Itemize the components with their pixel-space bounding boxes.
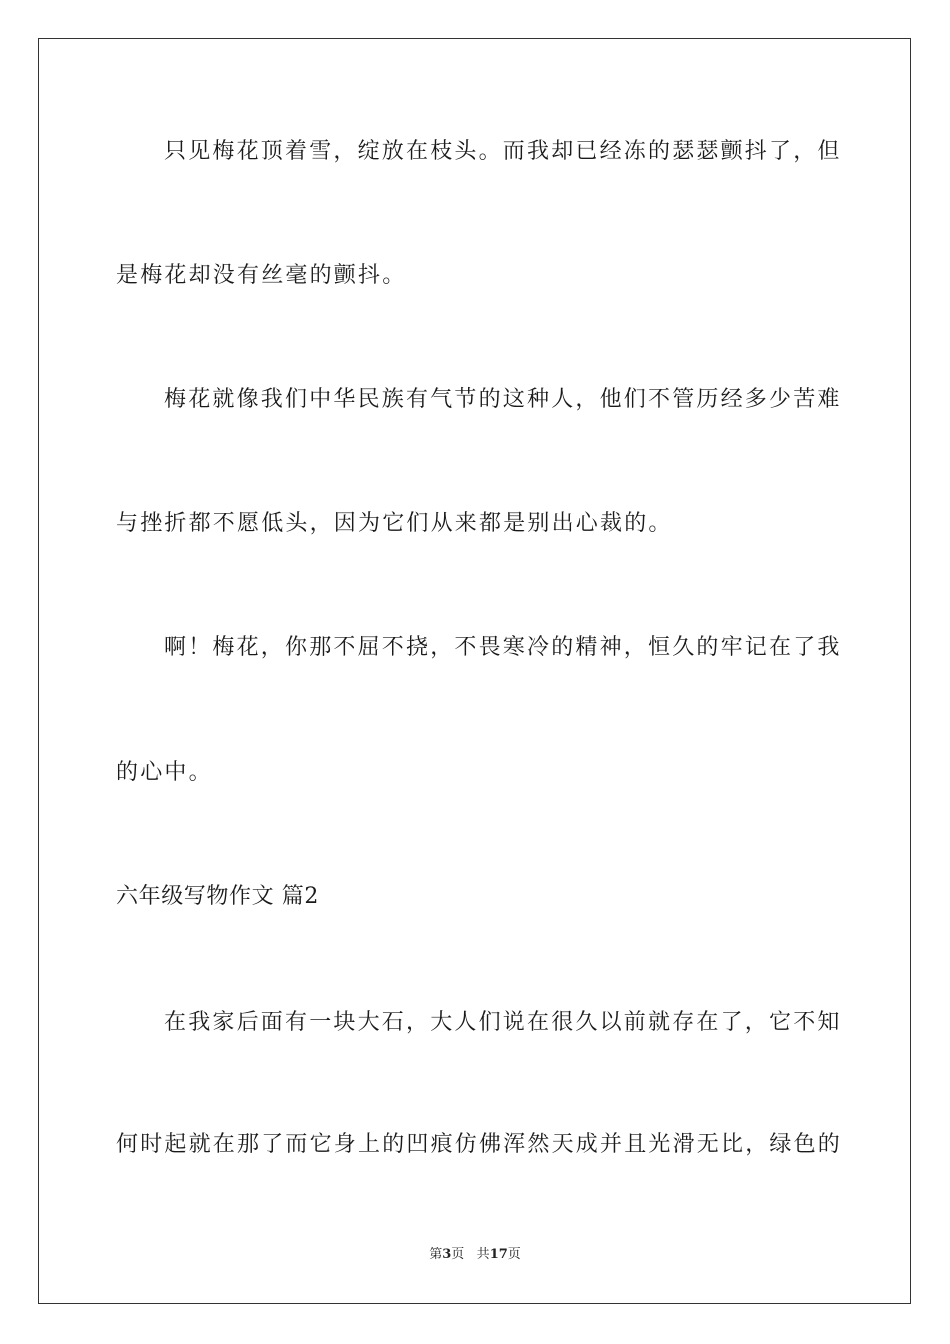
footer-current-page: 3 <box>442 1247 452 1262</box>
footer-page-suffix: 页 <box>451 1247 465 1262</box>
section-heading: 六年级写物作文 篇2 <box>116 884 319 909</box>
paragraph-3-line-1: 啊！梅花，你那不屈不挠，不畏寒冷的精神，恒久的牢记在了我 <box>164 635 842 660</box>
page-border <box>38 38 911 1304</box>
footer-total-suffix: 页 <box>507 1247 521 1262</box>
paragraph-4-line-2: 何时起就在那了而它身上的凹痕仿佛浑然天成并且光滑无比，绿色的 <box>116 1132 843 1157</box>
footer-total-pages: 17 <box>489 1247 508 1262</box>
page-footer <box>0 1246 950 1264</box>
footer-prefix: 第 <box>429 1247 443 1262</box>
paragraph-3-line-2: 的心中。 <box>116 760 213 785</box>
paragraph-1-line-1: 只见梅花顶着雪，绽放在枝头。而我却已经冻的瑟瑟颤抖了，但 <box>164 139 842 164</box>
paragraph-2-line-1: 梅花就像我们中华民族有气节的这种人，他们不管历经多少苦难 <box>164 387 842 412</box>
paragraph-4-line-1: 在我家后面有一块大石，大人们说在很久以前就存在了，它不知 <box>164 1010 842 1035</box>
paragraph-1-line-2: 是梅花却没有丝毫的颤抖。 <box>116 263 407 288</box>
paragraph-2-line-2: 与挫折都不愿低头，因为它们从来都是别出心裁的。 <box>116 511 673 536</box>
footer-total-prefix: 共 <box>476 1247 490 1262</box>
